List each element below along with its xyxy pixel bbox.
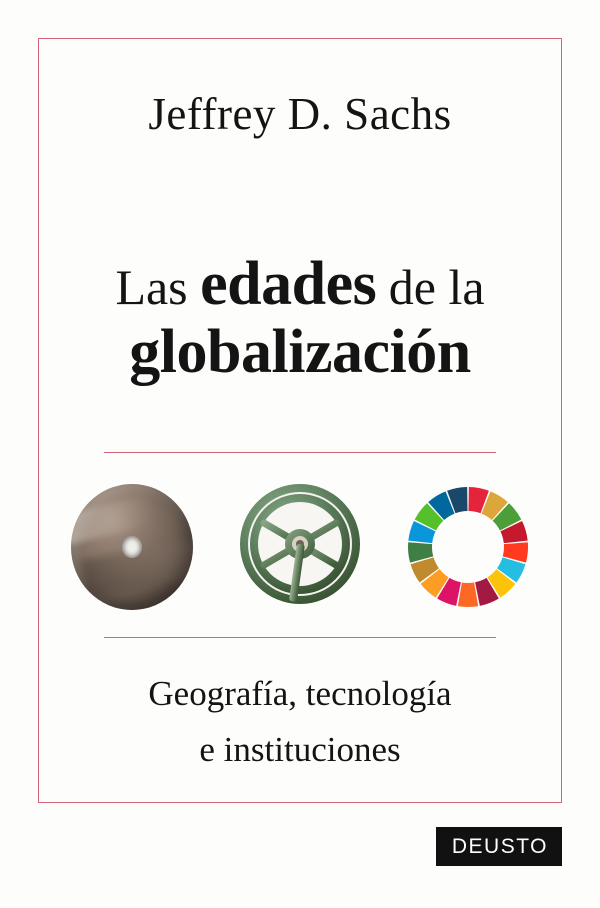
metal-wheel-svg [235, 482, 365, 612]
subtitle-line-1: Geografía, tecnología [148, 674, 452, 713]
author-name: Jeffrey D. Sachs [148, 89, 452, 139]
title-word-edades: edades [200, 250, 377, 318]
publisher-logo: DEUSTO [436, 827, 562, 866]
title-word-dela: de la [376, 259, 485, 315]
sdg-wheel-svg [405, 484, 531, 610]
title-line-1 [0, 252, 600, 316]
title-line-2: globalización [129, 318, 471, 387]
title-word-las: Las [115, 259, 201, 315]
divider-top [104, 452, 496, 453]
stone-wheel-icon [67, 482, 197, 612]
book-subtitle [0, 666, 600, 778]
sdg-segment [458, 582, 478, 607]
divider-bottom [104, 637, 496, 638]
book-title [0, 252, 600, 385]
sdg-wheel-icon [403, 482, 533, 612]
icon-row [0, 482, 600, 612]
stone-wheel-body [71, 484, 193, 610]
metal-wheel-icon [235, 482, 365, 612]
stone-wheel-hole [122, 536, 142, 558]
subtitle-line-2: e instituciones [199, 730, 401, 769]
